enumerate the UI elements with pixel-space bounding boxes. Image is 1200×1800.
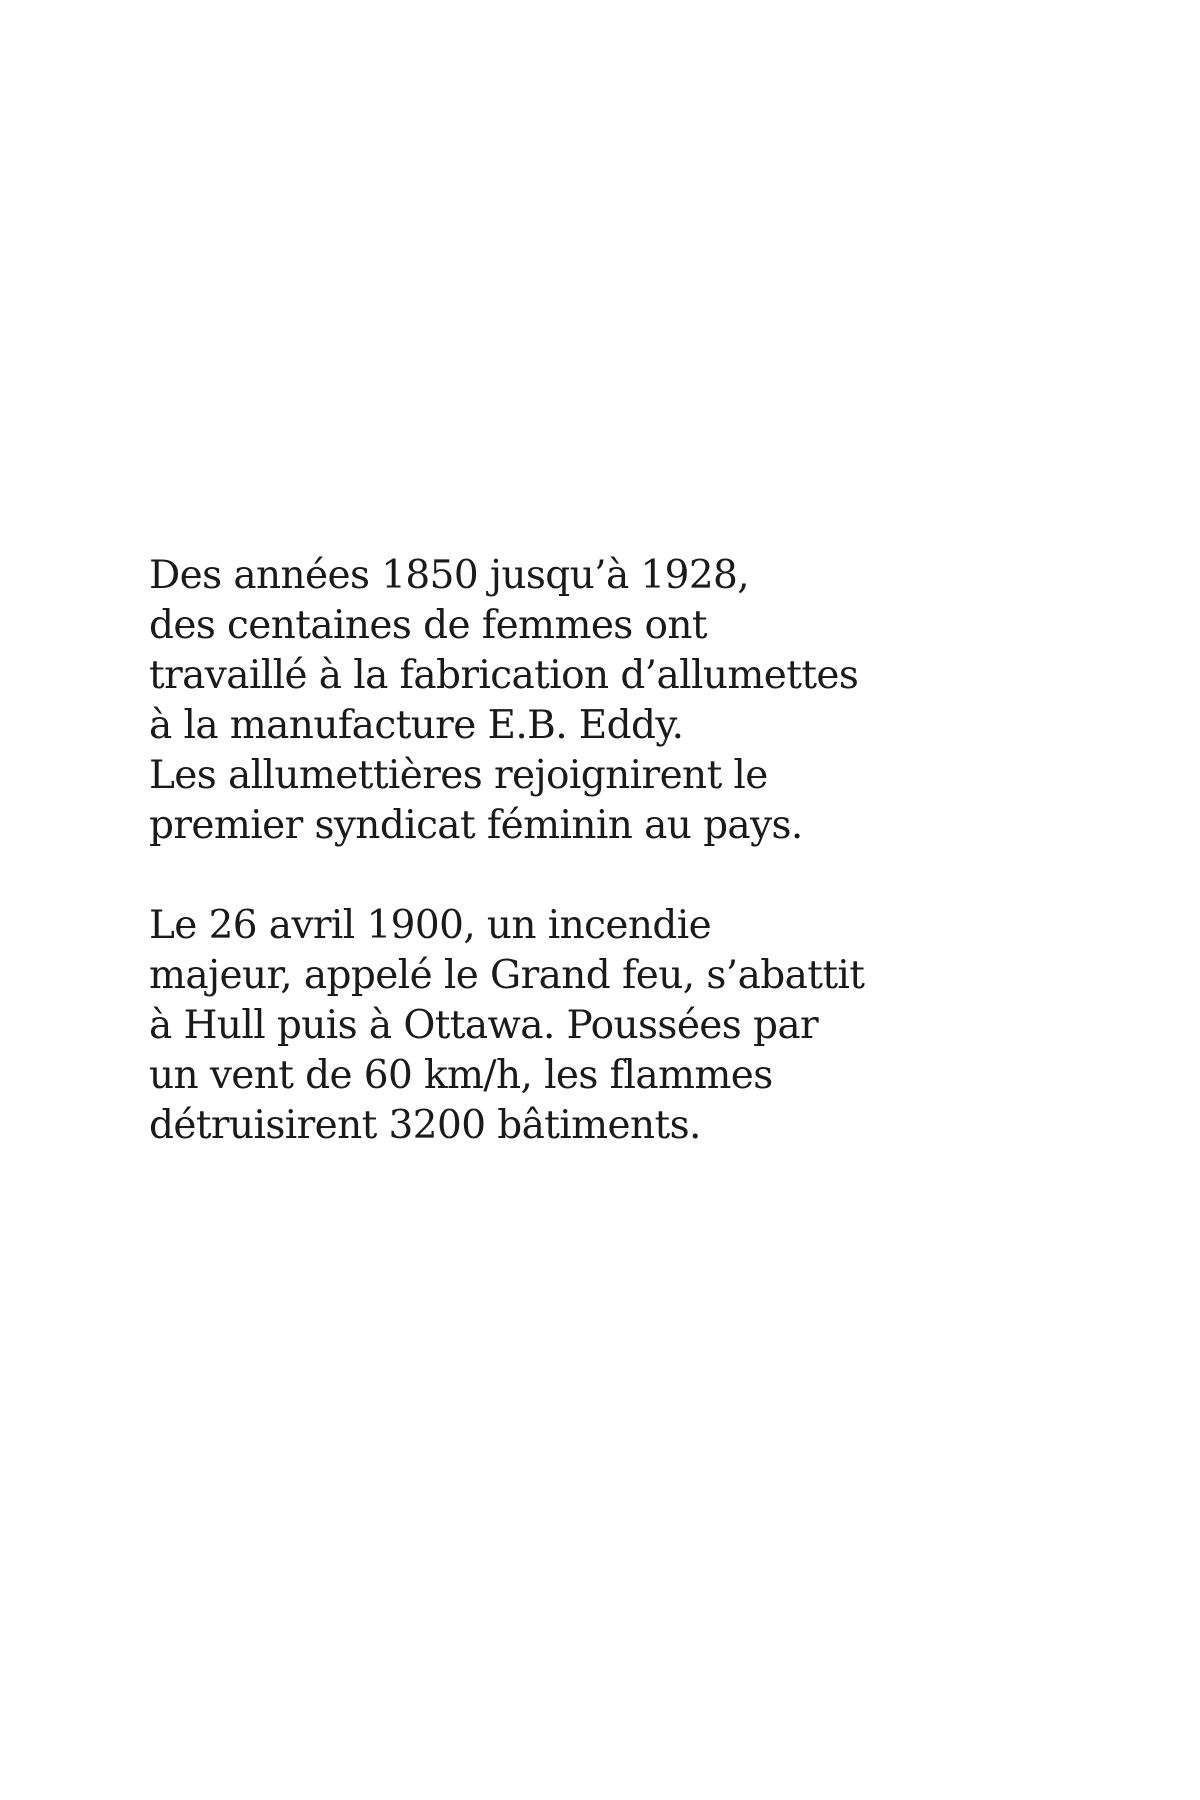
text-line: à la manufacture E.B. Eddy. [149,703,684,748]
text-line: Le 26 avril 1900, un incendie [149,903,712,948]
text-line: Des années 1850 jusqu’à 1928, [149,553,750,598]
paragraph-grand-feu [149,901,1049,1151]
paragraph-spacer [149,851,1049,901]
text-line: à Hull puis à Ottawa. Poussées par [149,1003,819,1048]
text-line: un vent de 60 km/h, les flammes [149,1053,773,1098]
text-line: majeur, appelé le Grand feu, s’abattit [149,953,865,998]
text-line: travaillé à la fabrication d’allumettes [149,653,859,698]
text-line: des centaines de femmes ont [149,603,707,648]
text-line: Les allumettières rejoignirent le [149,753,768,798]
paragraph-allumettieres [149,551,1049,851]
body-text [149,551,1049,1151]
text-line: détruisirent 3200 bâtiments. [149,1103,701,1148]
text-line: premier syndicat féminin au pays. [149,803,803,848]
